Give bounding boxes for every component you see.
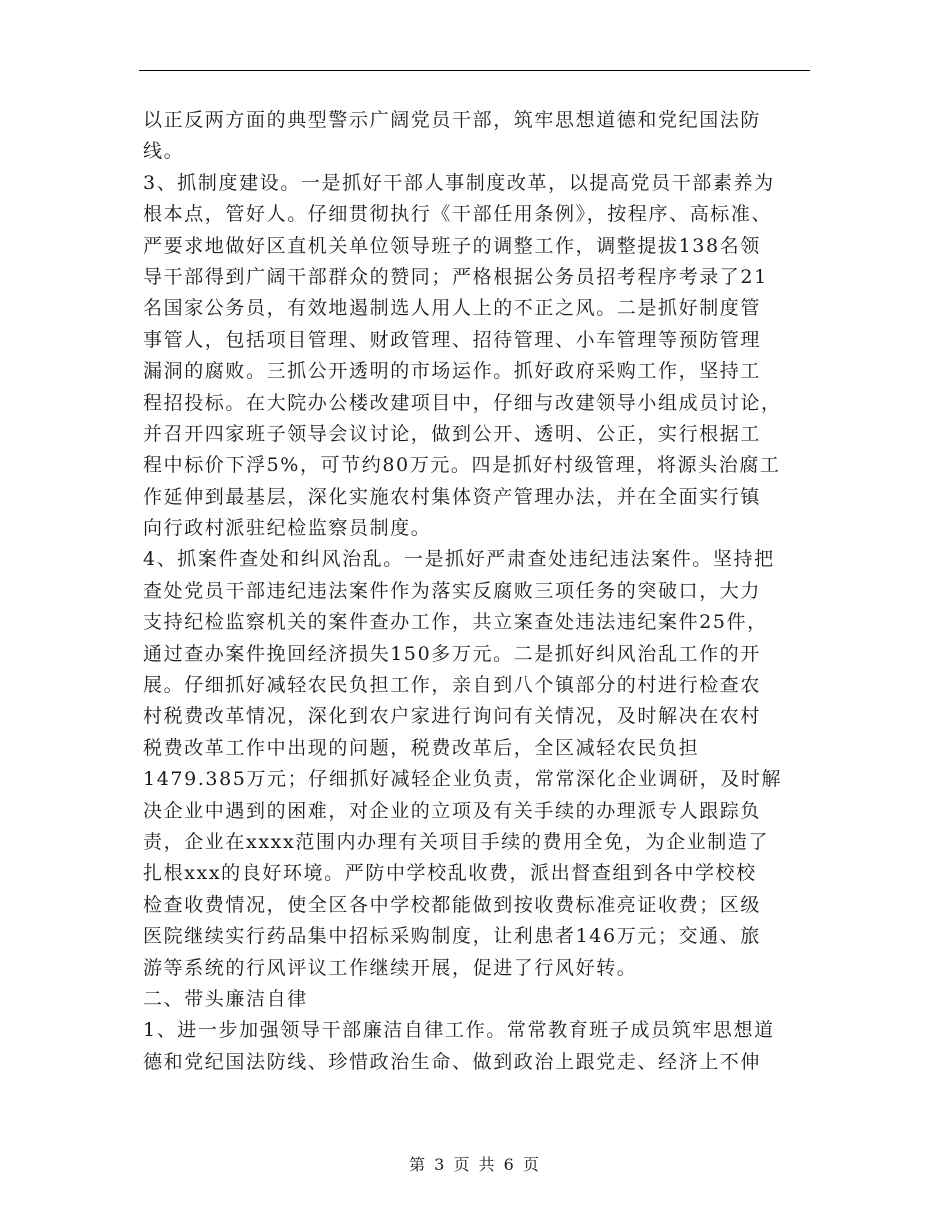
text-line: 决企业中遇到的困难，对企业的立项及有关手续的办理派专人跟踪负 [143, 799, 762, 822]
text-line: 并召开四家班子领导会议讨论，做到公开、透明、公正，实行根据工 [143, 422, 762, 445]
text-line: 1479.385万元；仔细抓好减轻企业负责，常常深化企业调研，及时解 [143, 768, 783, 791]
text-line: 以正反两方面的典型警示广阔党员干部，筑牢思想道德和党纪国法防 [143, 109, 762, 131]
text-line: 向行政村派驻纪检监察员制度。 [143, 517, 432, 540]
text-line: 村税费改革情况，深化到农户家进行询问有关情况，及时解决在农村 [143, 705, 762, 728]
text-line: 查处党员干部违纪违法案件作为落实反腐败三项任务的突破口，大力 [143, 579, 762, 602]
text-line: 线。 [143, 140, 185, 163]
text-line: 严要求地做好区直机关单位领导班子的调整工作，调整提拔138名领 [143, 234, 761, 257]
text-line: 3、抓制度建设。一是抓好干部人事制度改革，以提高党员干部素养为 [143, 171, 775, 194]
text-line: 作延伸到最基层，深化实施农村集体资产管理办法，并在全面实行镇 [143, 485, 762, 508]
text-line: 展。仔细抓好减轻农民负担工作，亲自到八个镇部分的村进行检查农 [143, 674, 762, 697]
text-line: 检查收费情况，使全区各中学校都能做到按收费标准亮证收费；区级 [143, 893, 762, 916]
text-line: 支持纪检监察机关的案件查办工作，共立案查处违法违纪案件25件， [143, 611, 768, 634]
text-line: 程招投标。在大院办公楼改建项目中，仔细与改建领导小组成员讨论， [143, 391, 782, 414]
text-line: 名国家公务员，有效地遏制选人用人上的不正之风。二是抓好制度管 [143, 297, 762, 320]
text-line: 1、进一步加强领导干部廉洁自律工作。常常教育班子成员筑牢思想道 [143, 1019, 775, 1042]
document-body [143, 105, 818, 1078]
text-line: 二、带头廉洁自律 [143, 987, 308, 1010]
header-rule [139, 70, 810, 71]
text-line: 漏洞的腐败。三抓公开透明的市场运作。抓好政府采购工作，坚持工 [143, 360, 762, 383]
text-line: 责，企业在xxxx范围内办理有关项目手续的费用全免，为企业制造了 [143, 830, 770, 853]
text-line: 扎根xxx的良好环境。严防中学校乱收费，派出督查组到各中学校校 [143, 862, 757, 885]
text-line: 游等系统的行风评议工作继续开展，促进了行风好转。 [143, 956, 638, 979]
text-line: 根本点，管好人。仔细贯彻执行《干部任用条例》，按程序、高标准、 [143, 203, 773, 226]
text-line: 德和党纪国法防线、珍惜政治生命、做到政治上跟党走、经济上不伸 [143, 1050, 762, 1073]
text-line: 事管人，包括项目管理、财政管理、招待管理、小车管理等预防管理 [143, 328, 762, 351]
page-footer: 第 3 页 共 6 页 [409, 1155, 541, 1174]
text-line: 医院继续实行药品集中招标采购制度，让利患者146万元；交通、旅 [143, 925, 761, 948]
text-line: 导干部得到广阔干部群众的赞同；严格根据公务员招考程序考录了21 [143, 265, 768, 288]
text-line: 4、抓案件查处和纠风治乱。一是抓好严肃查处违纪违法案件。坚持把 [143, 548, 775, 571]
text-line: 程中标价下浮5%，可节约80万元。四是抓好村级管理，将源头治腐工 [143, 454, 781, 477]
text-line: 通过查办案件挽回经济损失150多万元。二是抓好纠风治乱工作的开 [143, 642, 761, 665]
text-line: 税费改革工作中出现的问题，税费改革后，全区减轻农民负担 [143, 736, 700, 759]
